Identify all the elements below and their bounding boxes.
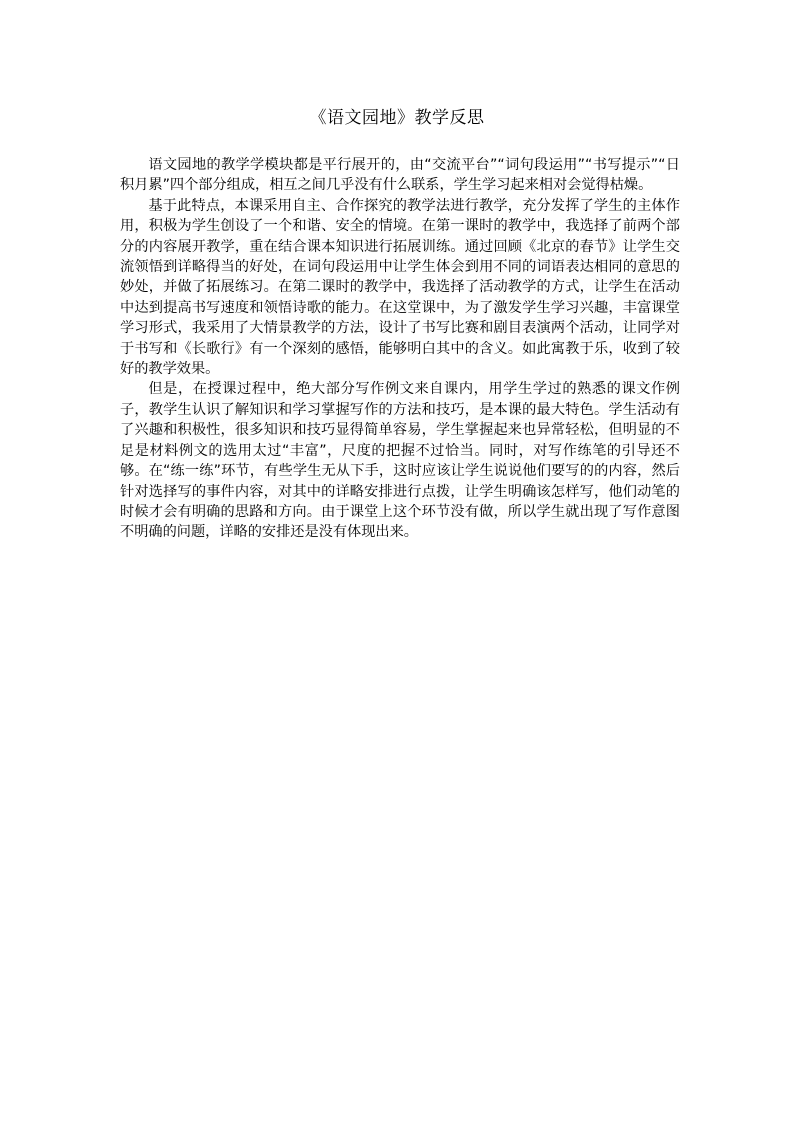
document-title: 《语文园地》教学反思 bbox=[309, 108, 485, 128]
document-body bbox=[120, 155, 680, 543]
paragraph-3: 但是，在授课过程中，绝大部分写作例文来自课内，用学生学过的熟悉的课文作例子，教学生认识了解知识和学习掌握写作的方法和技巧，是本课的最大特色。学生活动有了兴趣和积极性，很多知识和技巧显得简单容易，学生掌握起来也异常轻松，但明显的不足是材料例文的选用太过“丰富”，尺度的把握不过恰当。同时，对写作练笔的引导还不够。在“练一练”环节，有些学生无从下手，这时应该让学生说说他们要写的的内容，然后针对选择写的事件内容，对其中的详略安排进行点拨，让学生明确该怎样写，他们动笔的时候才会有明确的思路和方向。由于课堂上这个环节没有做，所以学生就出现了写作意图不明确的问题，详略的安排还是没有体现出来。 bbox=[120, 381, 680, 541]
paragraph-1: 语文园地的教学学模块都是平行展开的，由“交流平台”“词句段运用”“书写提示”“日积月累”四个部分组成，相互之间几乎没有什么联系，学生学习起来相对会觉得枯燥。 bbox=[120, 157, 680, 194]
paragraph-2: 基于此特点，本课采用自主、合作探究的教学法进行教学，充分发挥了学生的主体作用，积极为学生创设了一个和谐、安全的情境。在第一课时的教学中，我选择了前两个部分的内容展开教学，重在结合课本知识进行拓展训练。通过回顾《北京的春节》让学生交流领悟到详略得当的好处，在词句段运用中让学生体会到用不同的词语表达相同的意思的妙处，并做了拓展练习。在第二课时的教学中，我选择了活动教学的方式，让学生在活动中达到提高书写速度和领悟诗歌的能力。在这堂课中，为了激发学生学习兴趣，丰富课堂学习形式，我采用了大情景教学的方法，设计了书写比赛和剧目表演两个活动，让同学对于书写和《长歌行》有一个深刻的感悟，能够明白其中的含义。如此寓教于乐，收到了较好的教学效果。 bbox=[120, 197, 680, 378]
